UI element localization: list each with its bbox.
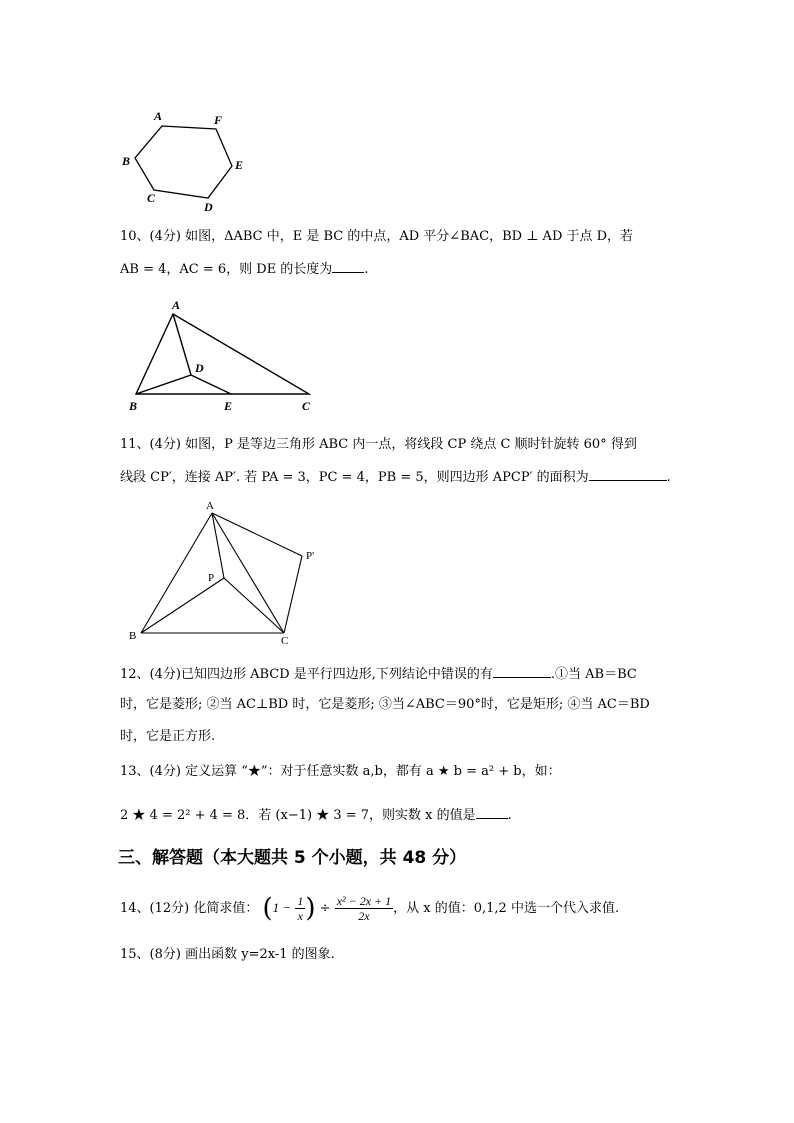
q11-line1: 11、(4分) 如图，P 是等边三角形 ABC 内一点，将线段 CP 绕点 C 顺时针旋转 60° 得到 xyxy=(120,437,637,452)
equilateral-label-b: B xyxy=(129,630,137,642)
triangle-label-e: E xyxy=(224,399,233,413)
triangle-abc-figure xyxy=(124,295,324,415)
equilateral-label-p-prime: P' xyxy=(306,550,315,562)
q10-line1: 10、(4分) 如图，ΔABC 中，E 是 BC 的中点，AD 平分∠BAC，BD ⊥ AD 于点 D，若 xyxy=(120,229,634,244)
triangle-label-b: B xyxy=(129,399,138,413)
q11-line2: 线段 CP′，连接 AP′. 若 PA = 3，PC = 4，PB = 5，则四边形 APCP′ 的面积为 . xyxy=(120,466,671,488)
triangle-label-d: D xyxy=(195,361,204,375)
q12-line1: 12、(4分)已知四边形 ABCD 是平行四边形,下列结论中错误的有 .①当 AB＝BC xyxy=(120,663,637,685)
triangle-label-c: C xyxy=(302,399,311,413)
hexagon-label-e: E xyxy=(235,158,244,172)
q14-line: 14、(12分) 化简求值： (1 − $\frac{1}{x}$ ) ÷ $\frac{\text{x² − 2x + 1}}{2x}$ ，从 x 的值：0,1,2 中选一个代入求值. xyxy=(120,893,620,924)
q12-line2: 时，它是菱形; ②当 AC⊥BD 时，它是菱形; ③当∠ABC＝90°时，它是矩形; ④当 AC＝BD xyxy=(120,697,650,712)
q10-line2: AB = 4，AC = 6，则 DE 的长度为 . xyxy=(120,258,368,280)
hexagon-label-d: D xyxy=(204,200,213,214)
q12-line3: 时，它是正方形. xyxy=(120,729,216,744)
equilateral-label-p: P xyxy=(208,572,215,584)
q13-line2: 2 ★ 4 = 2² + 4 = 8．若 (x−1) ★ 3 = 7，则实数 x 的值是 . xyxy=(120,804,512,826)
hexagon-label-a: A xyxy=(154,109,163,123)
equilateral-label-c: C xyxy=(281,635,289,647)
q10-answer-blank[interactable] xyxy=(332,258,364,273)
fraction-polynomial: $\frac{\text{x² − 2x + 1}}{2x}$ xyxy=(336,894,392,923)
q11-answer-blank[interactable] xyxy=(589,466,667,481)
q15-line: 15、(8分) 画出函数 y=2x-1 的图象. xyxy=(120,947,335,962)
right-paren-icon: ) xyxy=(305,893,316,924)
section-3-heading: 三、解答题（本大题共 5 个小题，共 48 分） xyxy=(118,848,467,868)
hexagon-label-c: C xyxy=(147,191,156,205)
equilateral-triangle-figure xyxy=(124,498,324,650)
equilateral-label-a: A xyxy=(206,500,214,512)
hexagon-figure xyxy=(118,108,258,216)
fraction-one-over-x: $\frac{1}{x}$ xyxy=(297,894,304,923)
q13-answer-blank[interactable] xyxy=(476,804,508,819)
triangle-label-a: A xyxy=(172,298,181,312)
hexagon-label-b: B xyxy=(122,154,131,168)
hexagon-label-f: F xyxy=(214,113,223,127)
q12-answer-blank[interactable] xyxy=(493,663,551,678)
left-paren-icon: ( xyxy=(262,893,273,924)
q13-line1: 13、(4分) 定义运算 “★”：对于任意实数 a,b，都有 a ★ b = a² + b，如： xyxy=(120,764,561,779)
